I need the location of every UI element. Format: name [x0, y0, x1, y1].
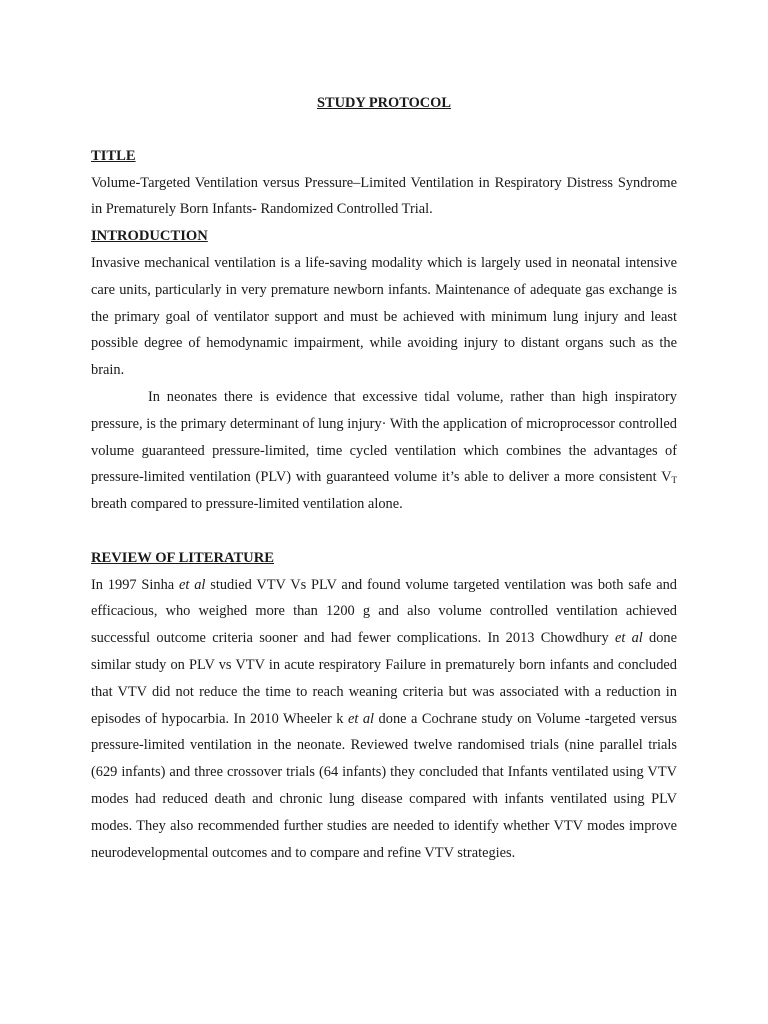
- document-body: [91, 90, 677, 866]
- review-paragraph: [91, 572, 677, 867]
- review-etal-1: et al: [179, 576, 206, 593]
- intro-paragraph-2-text-a: In neonates there is evidence that excessive tidal volume, rather than high inspiratory pressure, is the primary determinant of lung injury: [91, 388, 677, 432]
- tidal-volume-subscript: T: [671, 475, 677, 486]
- title-text: Volume-Targeted Ventilation versus Pressure–Limited Ventilation in Respiratory Distress Syndrome in Prematurely Born Infants- Randomized Controlled Trial.: [91, 174, 677, 218]
- section-spacer: [91, 518, 677, 545]
- review-text-2: studied VTV Vs PLV and found volume targeted ventilation was both safe and efficacious, who weighed more than 1200 g and also volume controlled ventilation achieved successful outcome criteria sooner and had fewer complications. In 2013 Chowdhury: [91, 576, 677, 647]
- intro-paragraph-1: Invasive mechanical ventilation is a life-saving modality which is largely used in neonatal intensive care units, particularly in very premature newborn infants. Maintenance of adequate gas exchange is the primary goal of ventilator support and must be achieved with minimum lung injury and least possible degree of hemodynamic impairment, while avoiding injury to distant organs such as the brain.: [91, 254, 677, 379]
- review-etal-3: et al: [347, 710, 375, 727]
- intro-paragraph-2-dot: ·: [381, 415, 387, 432]
- intro-paragraph-2-text-c: breath compared to pressure-limited ventilation alone.: [91, 496, 403, 513]
- intro-paragraph-2-text-b: With the application of microprocessor controlled volume guaranteed pressure-limited, time cycled ventilation which combines the advantages of pressure-limited ventilation (PLV) with guaranteed volume it’s able to deliver a more consistent V: [91, 415, 677, 486]
- protocol-title: STUDY PROTOCOL: [317, 95, 451, 111]
- review-text-1: In 1997 Sinha: [91, 576, 179, 593]
- intro-paragraph-2: [91, 384, 677, 518]
- review-text-3: done similar study on PLV vs VTV in acute respiratory Failure in prematurely born infants and concluded that VTV did not reduce the time to reach weaning criteria but was associated with a reduction in episodes of hypocarbia. In 2010 Wheeler k: [91, 630, 678, 727]
- title-heading: TITLE: [91, 147, 136, 164]
- introduction-heading: INTRODUCTION: [91, 228, 208, 245]
- review-text-4: done a Cochrane study on Volume -targeted versus pressure-limited ventilation in the neonate. Reviewed twelve randomised trials (nine parallel trials (629 infants) and three crossover trials (64 infants) they concluded that Infants ventilated using VTV modes had reduced death and chronic lung disease compared with infants ventilated using PLV modes. They also recommended further studies are needed to identify whether VTV modes improve neurodevelopmental outcomes and to compare and refine VTV strategies.: [91, 710, 677, 861]
- review-heading: REVIEW OF LITERATURE: [91, 549, 274, 566]
- review-etal-2: et al: [614, 630, 643, 647]
